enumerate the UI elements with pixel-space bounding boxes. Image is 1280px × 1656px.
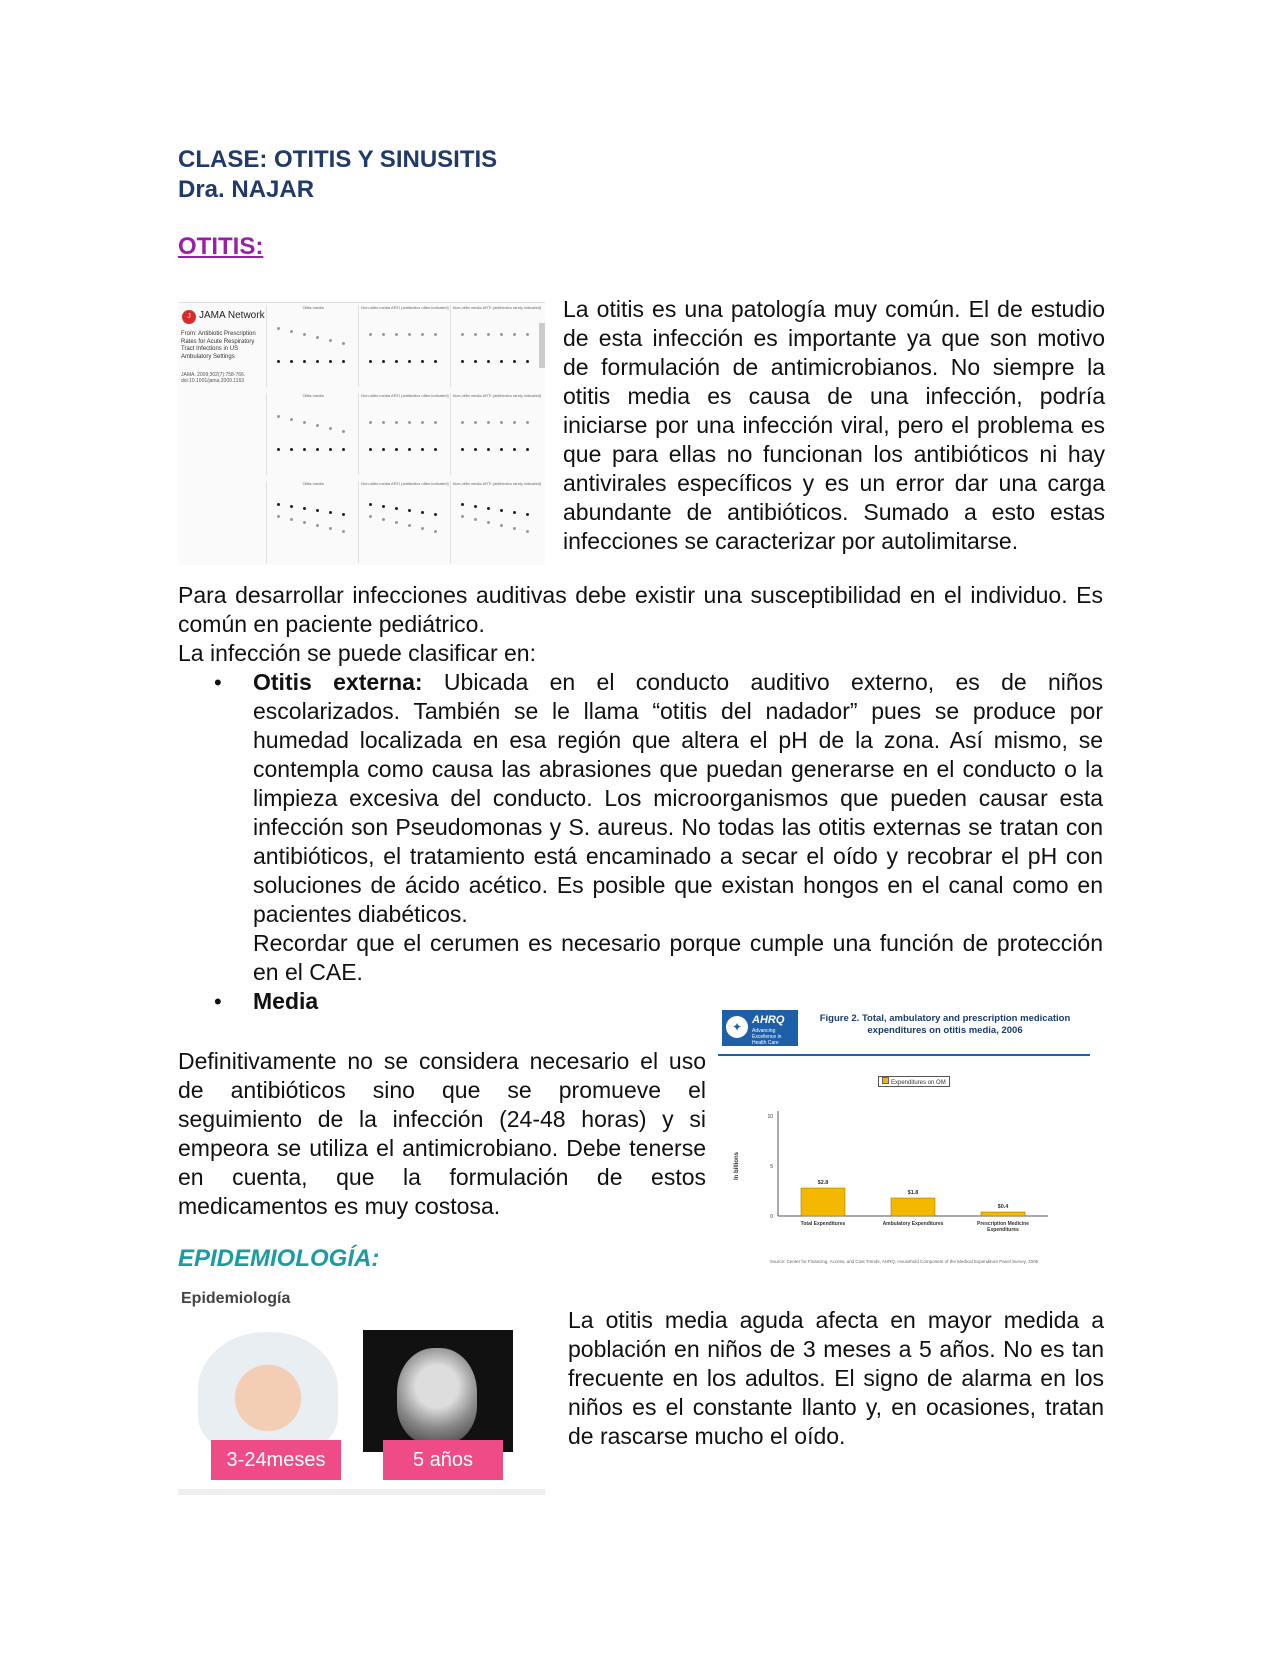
jama-data-point bbox=[421, 360, 424, 363]
jama-data-point bbox=[513, 360, 516, 363]
jama-data-point bbox=[408, 360, 411, 363]
ahrq-figure-title: Figure 2. Total, ambulatory and prescription medication expenditures on otitis media, 2006 bbox=[819, 1013, 1071, 1036]
jama-data-point bbox=[329, 511, 332, 514]
legend-label: Expenditures on OM bbox=[891, 1080, 946, 1086]
jama-data-point bbox=[342, 513, 345, 516]
y-tick-label: 10 bbox=[767, 1114, 773, 1120]
jama-data-point bbox=[316, 424, 319, 427]
jama-data-point bbox=[434, 530, 437, 533]
otitis-externa-text: Ubicada en el conducto auditivo externo, es de niños escolarizados. También se le llama “otitis del nadador” pues se produce por humedad localizada en esa región que altera el pH de la zona. Así mismo, se contempla como causa las abrasiones que puedan generarse en el conducto o la limpieza excesiva del conducto. Los microorganismos que pueden causar esta infección son Pseudomonas y S. aureus. No todas las otitis externas se tratan con antibióticos, el tratamiento está encaminado a secar el oído y recobrar el pH con soluciones de ácido acético. Es posible que existan hongos en el canal como en pacientes diabéticos. bbox=[253, 669, 1103, 927]
ahrq-divider bbox=[718, 1054, 1090, 1056]
jama-data-point bbox=[487, 360, 490, 363]
jama-data-point bbox=[369, 448, 372, 451]
jama-data-point bbox=[382, 448, 385, 451]
jama-data-point bbox=[408, 333, 411, 336]
ahrq-logo-name: AHRQ bbox=[752, 1014, 785, 1026]
jama-data-point bbox=[395, 448, 398, 451]
jama-data-point bbox=[277, 415, 280, 418]
epidemiology-figure-title: Epidemiología bbox=[181, 1290, 291, 1307]
bar bbox=[801, 1188, 845, 1216]
jama-data-point bbox=[421, 511, 424, 514]
jama-data-point bbox=[382, 333, 385, 336]
list-item-otitis-externa bbox=[178, 668, 1103, 987]
age-tag-boy: 5 años bbox=[383, 1440, 503, 1480]
jama-from-text: From: Antibiotic Prescription Rates for Acute Respiratory Tract Infections in US Ambulatory Settings bbox=[181, 331, 256, 360]
jama-data-point bbox=[369, 421, 372, 424]
otitis-externa-label: Otitis externa: bbox=[253, 669, 423, 695]
figure-bottom-border bbox=[178, 1489, 545, 1495]
bar bbox=[981, 1212, 1025, 1216]
epidemiology-paragraph: La otitis media aguda afecta en mayor medida a población en niños de 3 meses a 5 años. No es tan frecuente en los adultos. El signo de alarma en los niños es el constante llanto y, en ocasiones, tratan de rascarse mucho el oído. bbox=[568, 1307, 1104, 1449]
jama-data-point bbox=[513, 333, 516, 336]
jama-data-point bbox=[474, 505, 477, 508]
jama-logo-text: JAMA Network bbox=[199, 310, 265, 321]
jama-logo-icon: J bbox=[182, 310, 196, 324]
jama-data-point bbox=[434, 360, 437, 363]
otitis-media-label: Media bbox=[253, 988, 319, 1014]
jama-data-point bbox=[277, 360, 280, 363]
classification-paragraph: La infección se puede clasificar en: bbox=[178, 640, 536, 666]
otitis-externa-note: Recordar que el cerumen es necesario porque cumple una función de protección en el CAE. bbox=[253, 930, 1103, 985]
jama-data-point bbox=[395, 521, 398, 524]
boy-face bbox=[397, 1348, 477, 1444]
jama-data-point bbox=[395, 507, 398, 510]
jama-data-point bbox=[526, 448, 529, 451]
jama-data-point bbox=[500, 421, 503, 424]
jama-data-point bbox=[342, 360, 345, 363]
y-axis-label: In billions bbox=[734, 1152, 740, 1180]
jama-data-point bbox=[434, 421, 437, 424]
jama-scrollbar[interactable] bbox=[539, 323, 545, 368]
y-tick-label: 5 bbox=[770, 1164, 773, 1170]
jama-data-point bbox=[500, 360, 503, 363]
jama-data-point bbox=[474, 518, 477, 521]
jama-panel-title: Non-otitis media ARTI (antibiotics rarely indicated) bbox=[452, 481, 542, 486]
jama-panel bbox=[450, 393, 543, 475]
jama-data-point bbox=[290, 448, 293, 451]
jama-data-point bbox=[395, 360, 398, 363]
classification-list bbox=[178, 668, 1103, 1016]
jama-data-point bbox=[316, 524, 319, 527]
ahrq-logo-subtitle: Advancing Excellence in Health Care bbox=[752, 1028, 782, 1046]
jama-data-point bbox=[408, 448, 411, 451]
jama-data-point bbox=[526, 360, 529, 363]
y-tick-label: 0 bbox=[770, 1214, 773, 1220]
jama-data-point bbox=[526, 333, 529, 336]
jama-panel-title: Non-otitis media ARTI (antibiotics rarely indicated) bbox=[452, 305, 542, 310]
jama-data-point bbox=[395, 421, 398, 424]
jama-sidebar bbox=[178, 303, 266, 565]
epidemiology-heading: EPIDEMIOLOGÍA: bbox=[178, 1245, 380, 1272]
jama-data-point bbox=[434, 448, 437, 451]
jama-data-point bbox=[500, 509, 503, 512]
jama-data-point bbox=[382, 505, 385, 508]
jama-data-point bbox=[290, 505, 293, 508]
jama-panel bbox=[358, 481, 451, 563]
susceptibility-paragraph: Para desarrollar infecciones auditivas debe existir una susceptibilidad en el individuo. Es común en paciente pediátrico. bbox=[178, 582, 1103, 637]
jama-data-point bbox=[408, 509, 411, 512]
jama-data-point bbox=[382, 421, 385, 424]
jama-data-point bbox=[342, 430, 345, 433]
jama-data-point bbox=[461, 448, 464, 451]
jama-data-point bbox=[526, 513, 529, 516]
jama-data-point bbox=[329, 448, 332, 451]
jama-data-point bbox=[500, 333, 503, 336]
jama-data-point bbox=[290, 418, 293, 421]
bullet: • bbox=[214, 670, 222, 695]
jama-panel-title: Non-otitis media ARTI (antibiotics often indicated) bbox=[361, 393, 449, 398]
jama-data-point bbox=[303, 360, 306, 363]
document-author: Dra. NAJAR bbox=[178, 176, 315, 203]
jama-data-point bbox=[526, 530, 529, 533]
jama-data-point bbox=[329, 360, 332, 363]
jama-data-point bbox=[369, 360, 372, 363]
intro-paragraph: La otitis es una patología muy común. El de estudio de esta infección es importante ya que son motivo de formulación de antimicrobianos. No siempre la otitis media es causa de una infección, podría iniciarse por una infección viral, pero el problema es que para ellas no funcionan los antibióticos ni hay antivirales específicos y es un error dar una carga abundante de antibióticos. Sumado a esto estas infecciones se caracterizar por autolimitarse. bbox=[563, 296, 1105, 554]
jama-panel-title: Otitis media bbox=[302, 305, 324, 310]
jama-data-point bbox=[277, 515, 280, 518]
jama-data-point bbox=[487, 521, 490, 524]
jama-data-point bbox=[395, 333, 398, 336]
jama-panel bbox=[358, 393, 451, 475]
jama-data-point bbox=[487, 333, 490, 336]
ahrq-figure bbox=[718, 1006, 1090, 1268]
baby-photo bbox=[198, 1332, 338, 1452]
jama-data-point bbox=[408, 421, 411, 424]
age-tag-baby: 3-24meses bbox=[211, 1440, 341, 1480]
jama-panel-title: Otitis media bbox=[302, 393, 324, 398]
bullet: • bbox=[214, 989, 222, 1014]
jama-citation: JAMA. 2009;302(7):758-766. doi:10.1001/jama.2009.1163 bbox=[181, 372, 246, 384]
jama-data-point bbox=[421, 421, 424, 424]
hhs-eagle-icon: ✦ bbox=[726, 1016, 748, 1038]
jama-data-point bbox=[342, 342, 345, 345]
jama-panel bbox=[358, 305, 451, 387]
jama-data-point bbox=[369, 515, 372, 518]
ahrq-logo bbox=[722, 1010, 798, 1046]
x-tick-label: Ambulatory Expenditures bbox=[882, 1221, 944, 1227]
jama-data-point bbox=[290, 360, 293, 363]
bar bbox=[891, 1198, 935, 1216]
jama-data-point bbox=[369, 503, 372, 506]
jama-data-point bbox=[434, 513, 437, 516]
jama-panel bbox=[266, 305, 359, 387]
jama-panel bbox=[450, 305, 543, 387]
jama-data-point bbox=[421, 527, 424, 530]
jama-data-point bbox=[277, 503, 280, 506]
jama-data-point bbox=[382, 518, 385, 521]
jama-data-point bbox=[474, 360, 477, 363]
jama-data-point bbox=[277, 327, 280, 330]
jama-panel-title: Non-otitis media ARTI (antibiotics rarely indicated) bbox=[452, 393, 542, 398]
jama-data-point bbox=[382, 360, 385, 363]
jama-data-point bbox=[329, 339, 332, 342]
bar-data-label: $1.8 bbox=[907, 1190, 919, 1196]
jama-data-point bbox=[513, 421, 516, 424]
jama-data-point bbox=[421, 333, 424, 336]
jama-data-point bbox=[290, 330, 293, 333]
jama-data-point bbox=[303, 521, 306, 524]
jama-data-point bbox=[526, 421, 529, 424]
jama-data-point bbox=[303, 421, 306, 424]
expenditure-bar-chart bbox=[718, 1078, 1090, 1248]
jama-figure bbox=[178, 302, 545, 565]
ahrq-source-note: Source: Center for Financing, Access, and Cost Trends, AHRQ, Household Component of the Medical Expenditure Panel Survey, 2006 bbox=[769, 1259, 1039, 1264]
jama-data-point bbox=[421, 448, 424, 451]
jama-data-point bbox=[513, 448, 516, 451]
jama-data-point bbox=[474, 333, 477, 336]
boy-photo bbox=[363, 1330, 513, 1452]
jama-data-point bbox=[329, 527, 332, 530]
jama-data-point bbox=[316, 448, 319, 451]
bar-data-label: $0.4 bbox=[997, 1204, 1009, 1210]
media-paragraph: Definitivamente no se considera necesario el uso de antibióticos sino que se promueve el seguimiento de la infección (24-48 horas) y si empeora se utiliza el antimicrobiano. Debe tenerse en cuenta, que la formulación de estos medicamentos es muy costosa. bbox=[178, 1048, 706, 1219]
jama-data-point bbox=[408, 524, 411, 527]
jama-data-point bbox=[500, 448, 503, 451]
jama-data-point bbox=[461, 360, 464, 363]
jama-data-point bbox=[461, 421, 464, 424]
jama-data-point bbox=[474, 448, 477, 451]
x-tick-label: Prescription Medicine bbox=[977, 1221, 1029, 1227]
x-tick-label: Expenditures bbox=[987, 1227, 1019, 1233]
jama-panel-title: Non-otitis media ARTI (antibiotics often indicated) bbox=[361, 305, 449, 310]
jama-data-point bbox=[290, 518, 293, 521]
jama-data-point bbox=[434, 333, 437, 336]
jama-data-point bbox=[369, 333, 372, 336]
jama-data-point bbox=[342, 530, 345, 533]
jama-panel-title: Otitis media bbox=[302, 481, 324, 486]
jama-panel bbox=[450, 481, 543, 563]
jama-data-point bbox=[513, 511, 516, 514]
jama-panel bbox=[266, 481, 359, 563]
document-title-block bbox=[178, 145, 497, 205]
jama-data-point bbox=[461, 333, 464, 336]
x-tick-label: Total Expenditures bbox=[800, 1221, 846, 1227]
jama-data-point bbox=[500, 524, 503, 527]
jama-data-point bbox=[461, 515, 464, 518]
jama-data-point bbox=[303, 333, 306, 336]
otitis-heading: OTITIS: bbox=[178, 233, 264, 260]
jama-data-point bbox=[342, 448, 345, 451]
bar-data-label: $2.8 bbox=[817, 1180, 829, 1186]
jama-panel bbox=[266, 393, 359, 475]
jama-data-point bbox=[303, 507, 306, 510]
jama-data-point bbox=[277, 448, 280, 451]
jama-data-point bbox=[461, 503, 464, 506]
jama-data-point bbox=[487, 421, 490, 424]
jama-data-point bbox=[513, 527, 516, 530]
epidemiology-figure bbox=[178, 1290, 545, 1495]
jama-panel-title: Non-otitis media ARTI (antibiotics often indicated) bbox=[361, 481, 449, 486]
jama-data-point bbox=[316, 336, 319, 339]
jama-data-point bbox=[316, 509, 319, 512]
jama-data-point bbox=[474, 421, 477, 424]
jama-data-point bbox=[329, 427, 332, 430]
jama-data-point bbox=[303, 448, 306, 451]
jama-data-point bbox=[316, 360, 319, 363]
jama-data-point bbox=[487, 448, 490, 451]
document-title: CLASE: OTITIS Y SINUSITIS bbox=[178, 146, 498, 173]
jama-data-point bbox=[487, 507, 490, 510]
